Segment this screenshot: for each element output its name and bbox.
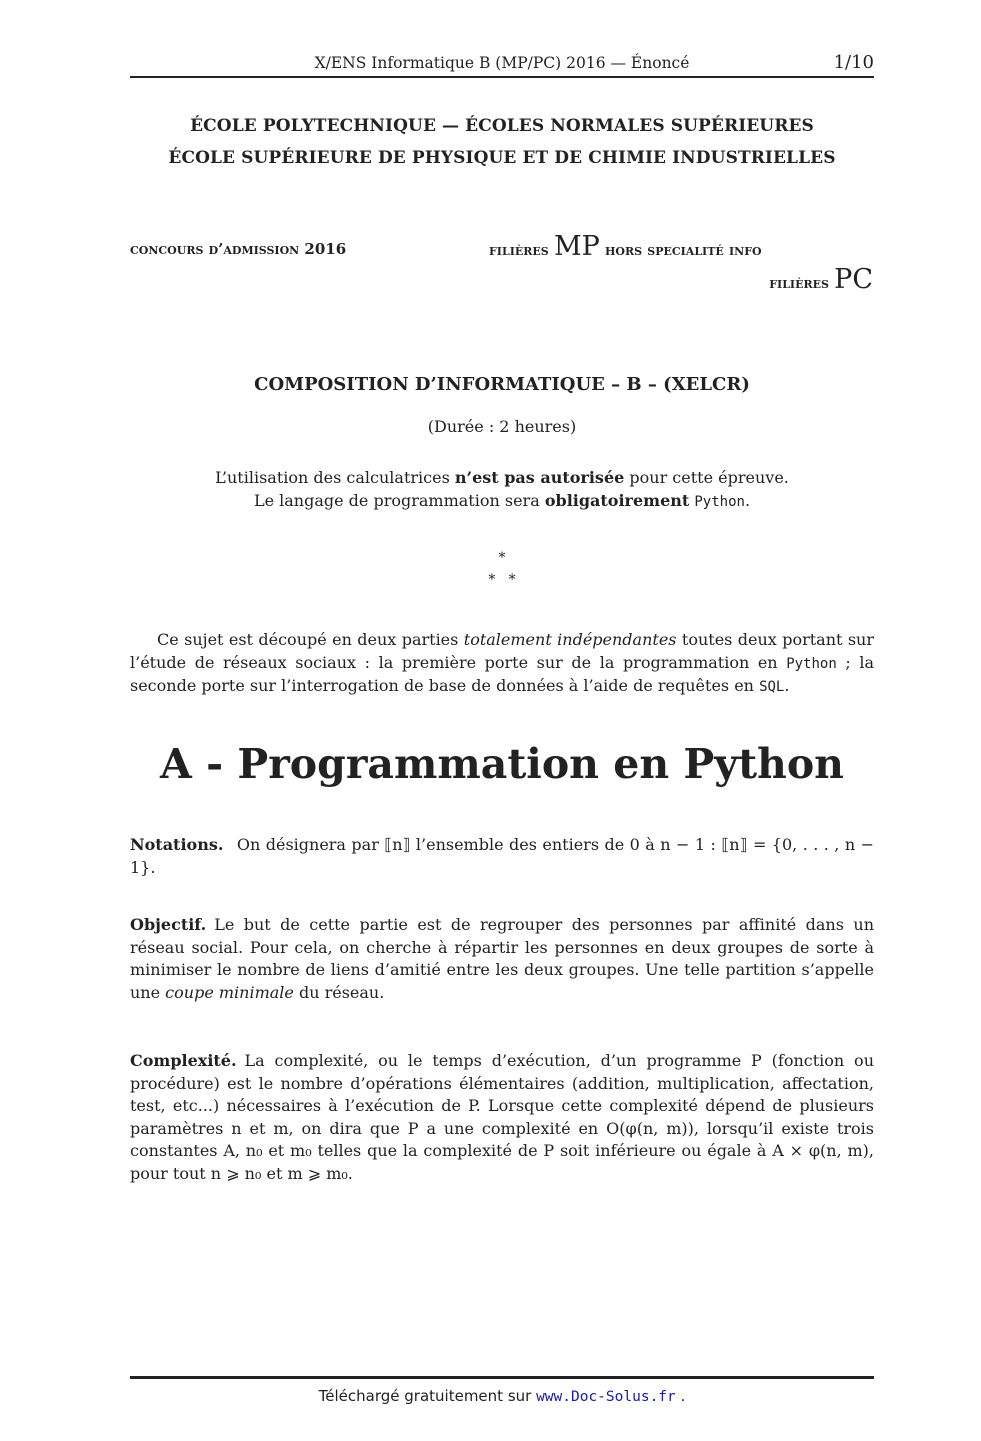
filiere-pc [769, 264, 873, 295]
asterism [130, 547, 874, 591]
paragraph-text: du réseau. [293, 982, 385, 1002]
composition-title: COMPOSITION D’INFORMATIQUE – B – (XELCR) [254, 374, 750, 395]
intro-code: SQL [759, 679, 785, 695]
section-title: A - Programmation en Python [160, 740, 844, 788]
filiere-mp [489, 231, 762, 262]
exam-rules [130, 466, 874, 514]
rule-emphasis: obligatoirement [544, 491, 690, 510]
complexite-paragraph [130, 1050, 874, 1185]
asterism-top: * [498, 550, 506, 566]
footer-text: Téléchargé gratuitement sur [318, 1387, 537, 1405]
rule-emphasis: n’est pas autorisée [454, 468, 625, 487]
paragraph-text: On désignera par ⟦n⟧ l’ensemble des entiers de 0 à n − 1 : ⟦n⟧ = {0, . . . , n − 1}. [130, 835, 874, 877]
intro-text: Ce sujet est découpé en deux parties [157, 630, 464, 649]
intro-code: Python [786, 655, 837, 672]
header-rule [130, 76, 874, 78]
paragraph-emphasis: coupe minimale [165, 982, 294, 1002]
rule-text: L’utilisation des calculatrices [215, 468, 455, 487]
filiere-label: filières [489, 241, 549, 259]
paragraph-text: La complexité, ou le temps d’exécution, d’un programme P (fonction ou procédure) est le nombre d’opérations élémentaires (addition, multiplication, affectation, test, etc...) nécessaires à l’exécution de P. Lorsque cette complexité dépend de plusieurs paramètres n et m, on dira que P a une complexité en O(φ(n, m)), lorsqu’il existe trois constantes A, n₀ et m₀ telles que la complexité de P soit inférieure ou égale à A × φ(n, m), pour tout n ⩾ n₀ et m ⩾ m₀. [130, 1051, 874, 1183]
page-number: 1/10 [833, 52, 874, 73]
filiere-label: filières [769, 274, 829, 292]
objectif-paragraph [130, 914, 874, 1004]
rule-text: . [744, 491, 751, 510]
paragraph-label: Complexité. [130, 1051, 237, 1070]
duration: (Durée : 2 heures) [427, 417, 577, 436]
paragraph-text: Le but de cette partie est de regrouper des personnes par affinité dans un réseau social. Pour cela, on cherche à répartir les personnes en deux groupes de sorte à minimiser le nombre de liens d’amitié entre les deux groupes. Une telle partition s’appelle une [130, 915, 874, 1002]
notations-paragraph [130, 834, 874, 879]
concours-label: concours d’admission 2016 [130, 240, 347, 258]
intro-text: toutes deux portant sur l’étude de réseaux sociaux : la première porte sur de la programmation en [130, 630, 874, 672]
rule-language [130, 489, 874, 514]
schools-line-2: ÉCOLE SUPÉRIEURE DE PHYSIQUE ET DE CHIMIE INDUSTRIELLES [168, 148, 836, 168]
footer-link[interactable]: www.Doc-Solus.fr [536, 1389, 676, 1405]
intro-paragraph [130, 629, 874, 699]
schools-heading [130, 110, 874, 174]
paragraph-label: Objectif. [130, 915, 207, 934]
paragraph-label: Notations. [130, 835, 224, 854]
footer-rule [130, 1376, 874, 1379]
footer-text: . [675, 1387, 686, 1405]
rule-text: Le langage de programmation sera [253, 491, 545, 510]
filiere-mp-suffix: hors specialité info [605, 241, 762, 259]
rule-text: pour cette épreuve. [624, 468, 789, 487]
intro-text: . [784, 676, 790, 695]
rule-code: Python [694, 494, 745, 510]
filiere-mp-code: MP [553, 231, 600, 262]
footer [130, 1387, 874, 1405]
filiere-pc-code: PC [834, 264, 873, 295]
intro-emphasis: totalement indépendantes [463, 630, 677, 649]
rule-calculators [130, 466, 874, 489]
asterism-bottom: * * [488, 572, 516, 588]
schools-line-1: ÉCOLE POLYTECHNIQUE — ÉCOLES NORMALES SUPÉRIEURES [190, 116, 814, 136]
running-header-title: X/ENS Informatique B (MP/PC) 2016 — Énoncé [314, 54, 690, 72]
intro-text: ; la seconde porte sur l’interrogation de base de données à l’aide de requêtes en [130, 652, 874, 695]
